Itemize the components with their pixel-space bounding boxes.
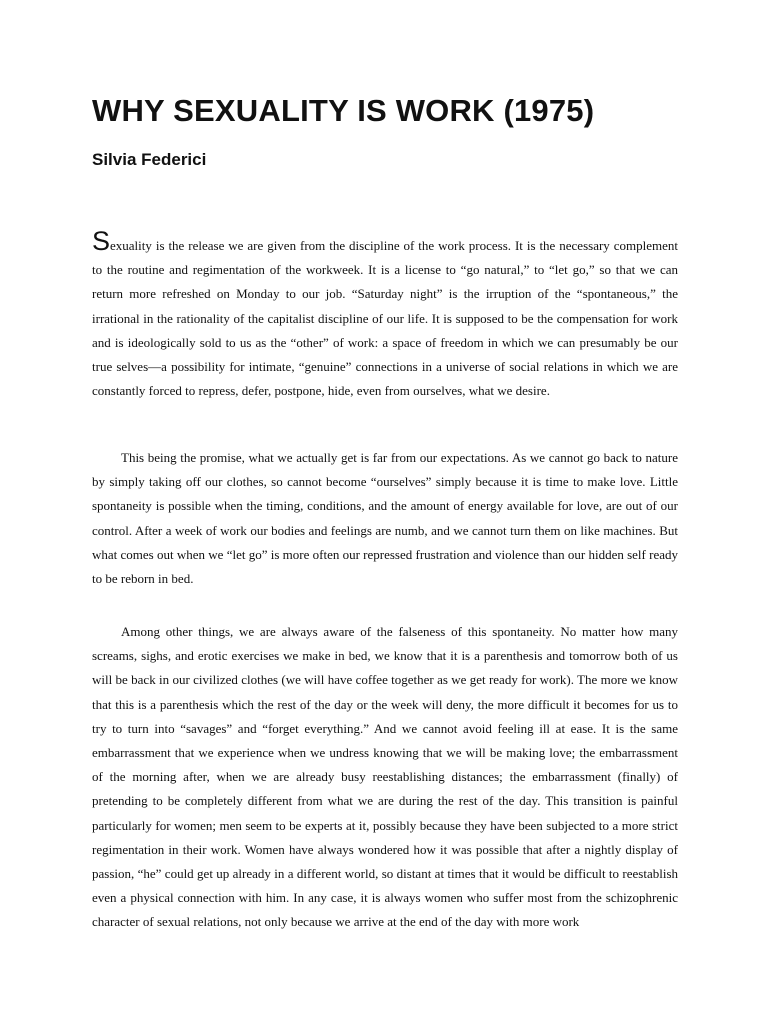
paragraph-3: Among other things, we are always aware of the falseness of this spontaneity. No matter how many screams, sighs, and erotic exercises we make in bed, we know that it is a parenthesis and tomorrow both of us will be back in our civilized clothes (we will have coffee together as we get ready for work). The more we know that this is a parenthesis which the rest of the day or the week will deny, the more difficult it becomes for us to try to turn into “savages” and “forget everything.” And we cannot avoid feeling ill at ease. It is the same embarrassment that we experience when we undress knowing that we will be making love; the embarrassment of the morning after, when we are already busy reestablishing distances; the embarrassment (finally) of pretending to be completely different from what we are during the rest of the day. This transition is painful particularly for women; men seem to be experts at it, possibly because they have been subjected to a more strict regimentation in their work. Women have always wondered how it was possible that after a nightly display of passion, “he” could get up already in a different world, so distant at times that it would be difficult to reestablish even a physical connection with him. In any case, it is always women who suffer most from the schizophrenic character of sexual relations, not only because we arrive at the end of the day with more work [92, 624, 678, 930]
drop-cap: S [92, 226, 111, 256]
document-title: WHY SEXUALITY IS WORK (1975) [92, 93, 595, 128]
paragraph-2: This being the promise, what we actually get is far from our expectations. As we cannot go back to nature by simply taking off our clothes, so cannot become “ourselves” simply because it is time to make love. Little spontaneity is possible when the timing, conditions, and the amount of energy available for love, are out of our control. After a week of work our bodies and feelings are numb, and we cannot turn them on like machines. But what comes out when we “let go” is more often our repressed frustration and violence than our hidden self ready to be reborn in bed. [92, 450, 678, 587]
document-author: Silvia Federici [92, 150, 207, 169]
paragraph-1-text: exuality is the release we are given from the discipline of the work process. It is the necessary complement to the routine and regimentation of the workweek. It is a license to “go natural,” to “let go,” so that we can return more refreshed on Monday to our job. “Saturday night” is the irruption of the “spontaneous,” the irrational in the rationality of the capitalist discipline of our life. It is supposed to be the compensation for work and is ideologically sold to us as the “other” of work: a space of freedom in which we can presumably be our true selves—a possibility for intimate, “genuine” connections in a universe of social relations in which we are constantly forced to repress, defer, postpone, hide, even from ourselves, what we desire. [92, 238, 678, 399]
paragraph-1 [92, 228, 678, 403]
